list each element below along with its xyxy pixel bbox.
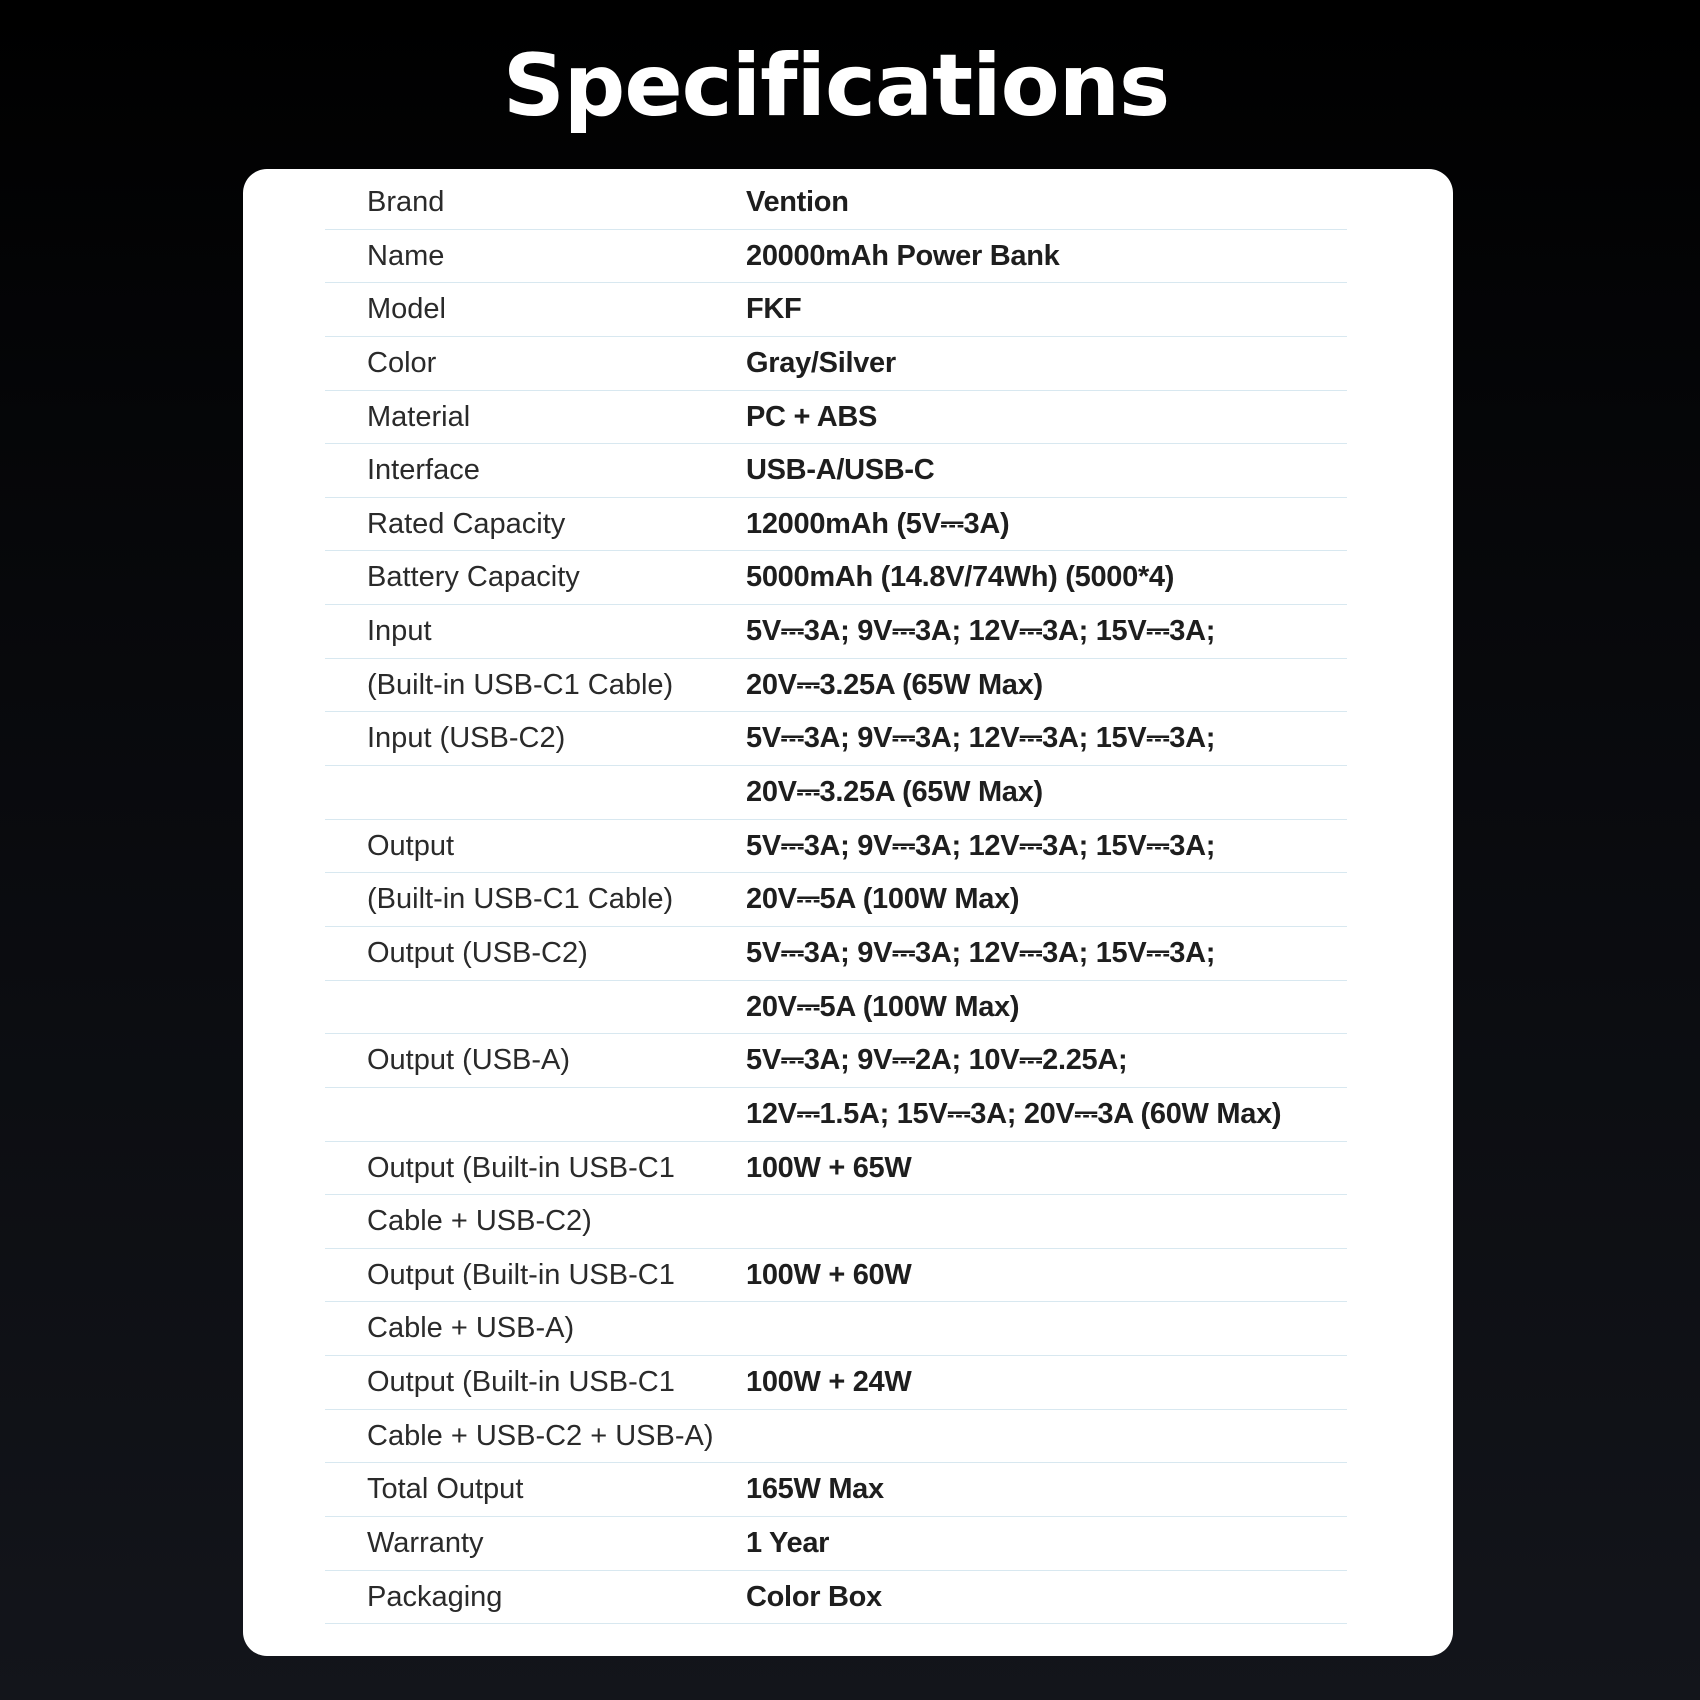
- spec-label: (Built-in USB-C1 Cable): [367, 883, 674, 916]
- spec-row: [325, 1571, 1347, 1625]
- page-title: Specifications: [502, 36, 1170, 136]
- spec-value: 12V⎓1.5A; 15V⎓3A; 20V⎓3A (60W Max): [746, 1097, 1282, 1130]
- spec-row: [325, 1088, 1347, 1142]
- spec-value: USB-A/USB-C: [746, 454, 935, 487]
- spec-value: 5000mAh (14.8V/74Wh) (5000*4): [746, 561, 1175, 594]
- spec-label: Output (USB-C2): [367, 936, 588, 969]
- spec-row: [325, 391, 1347, 445]
- spec-value: 5V⎓3A; 9V⎓3A; 12V⎓3A; 15V⎓3A;: [746, 722, 1216, 755]
- spec-card: [243, 169, 1453, 1656]
- spec-row: [325, 927, 1347, 981]
- spec-label: Cable + USB-A): [367, 1312, 575, 1345]
- spec-value: 12000mAh (5V⎓3A): [746, 507, 1010, 540]
- spec-label: Cable + USB-C2): [367, 1205, 592, 1238]
- spec-value: 100W + 65W: [746, 1151, 912, 1184]
- spec-label: Material: [367, 400, 471, 433]
- spec-label: Total Output: [367, 1473, 524, 1506]
- spec-label: (Built-in USB-C1 Cable): [367, 668, 674, 701]
- spec-label: Battery Capacity: [367, 561, 580, 594]
- spec-label: Packaging: [367, 1580, 503, 1613]
- spec-value: 100W + 24W: [746, 1366, 912, 1399]
- spec-label: Brand: [367, 186, 445, 218]
- spec-value: 5V⎓3A; 9V⎓3A; 12V⎓3A; 15V⎓3A;: [746, 615, 1216, 648]
- spec-label: Output (Built-in USB-C1: [367, 1258, 675, 1291]
- spec-value: Color Box: [746, 1580, 882, 1613]
- spec-row: [325, 176, 1347, 230]
- spec-value: PC + ABS: [746, 400, 878, 433]
- spec-value: FKF: [746, 293, 802, 326]
- spec-value: 1 Year: [746, 1527, 830, 1560]
- spec-value: 5V⎓3A; 9V⎓3A; 12V⎓3A; 15V⎓3A;: [746, 936, 1216, 969]
- spec-row: [325, 498, 1347, 552]
- spec-label: Interface: [367, 454, 480, 487]
- spec-row: [325, 1034, 1347, 1088]
- spec-row: [325, 605, 1347, 659]
- spec-value: 165W Max: [746, 1473, 884, 1506]
- spec-row: [325, 1463, 1347, 1517]
- spec-label: Output: [367, 829, 455, 862]
- spec-row: [325, 766, 1347, 820]
- spec-value: 20V⎓5A (100W Max): [746, 990, 1020, 1023]
- spec-label: Color: [367, 346, 437, 379]
- spec-row: [325, 1302, 1347, 1356]
- spec-value: 20V⎓3.25A (65W Max): [746, 668, 1043, 701]
- spec-label: Input (USB-C2): [367, 722, 566, 755]
- spec-label: Cable + USB-C2 + USB-A): [367, 1419, 714, 1452]
- spec-row: [325, 1356, 1347, 1410]
- spec-label: Input: [367, 615, 432, 648]
- spec-row: [325, 1410, 1347, 1464]
- spec-row: [325, 1517, 1347, 1571]
- spec-table: [325, 176, 1347, 1624]
- spec-label: Output (Built-in USB-C1: [367, 1151, 675, 1184]
- spec-row: [325, 283, 1347, 337]
- spec-value: 20000mAh Power Bank: [746, 239, 1060, 272]
- spec-row: [325, 659, 1347, 713]
- spec-row: [325, 1195, 1347, 1249]
- spec-row: [325, 1142, 1347, 1196]
- spec-row: [325, 712, 1347, 766]
- spec-value: 20V⎓5A (100W Max): [746, 883, 1020, 916]
- spec-label: Model: [367, 293, 446, 326]
- spec-label: Rated Capacity: [367, 507, 566, 540]
- spec-row: [325, 1249, 1347, 1303]
- spec-row: [325, 230, 1347, 284]
- spec-value: 5V⎓3A; 9V⎓3A; 12V⎓3A; 15V⎓3A;: [746, 829, 1216, 862]
- spec-value: Gray/Silver: [746, 346, 896, 379]
- spec-value: Vention: [746, 186, 849, 218]
- spec-label: Warranty: [367, 1527, 484, 1560]
- spec-label: Name: [367, 239, 445, 272]
- spec-value: 100W + 60W: [746, 1258, 912, 1291]
- spec-row: [325, 551, 1347, 605]
- spec-row: [325, 337, 1347, 391]
- spec-label: Output (Built-in USB-C1: [367, 1366, 675, 1399]
- spec-row: [325, 820, 1347, 874]
- spec-label: Output (USB-A): [367, 1044, 571, 1077]
- spec-value: 20V⎓3.25A (65W Max): [746, 776, 1043, 809]
- spec-value: 5V⎓3A; 9V⎓2A; 10V⎓2.25A;: [746, 1044, 1128, 1077]
- spec-row: [325, 873, 1347, 927]
- spec-row: [325, 981, 1347, 1035]
- spec-row: [325, 444, 1347, 498]
